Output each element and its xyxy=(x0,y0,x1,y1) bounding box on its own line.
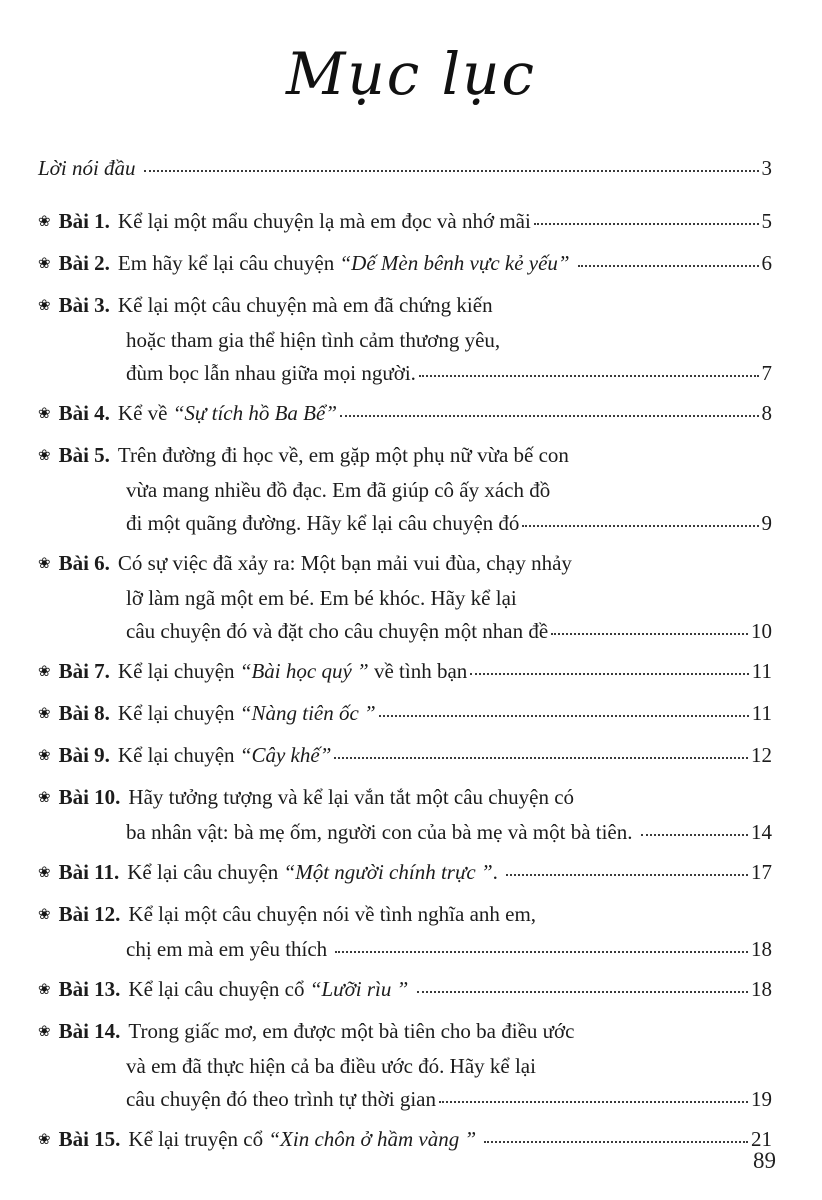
entry-text: và em đã thực hiện cả ba điều ước đó. Hãy kể lại xyxy=(126,1054,536,1078)
dot-leader xyxy=(534,223,759,225)
entry-text: Kể lại chuyện “Nàng tiên ốc ” xyxy=(117,701,376,725)
dot-leader xyxy=(335,951,748,953)
dot-leader xyxy=(439,1101,748,1103)
dot-leader xyxy=(340,415,758,417)
entry-page-number: 9 xyxy=(761,511,772,535)
entry-text: chị em mà em yêu thích xyxy=(126,937,333,961)
toc-line xyxy=(38,933,772,966)
entry-page-number: 18 xyxy=(751,937,772,961)
entry-page-number: 18 xyxy=(751,977,772,1001)
entry-number: Bài 8. xyxy=(58,701,110,725)
toc-line xyxy=(38,856,772,891)
flower-icon: ❀ xyxy=(38,1022,51,1040)
toc-line xyxy=(38,697,772,732)
toc-line xyxy=(38,357,772,390)
entry-number: Bài 11. xyxy=(58,860,120,884)
entry-number: Bài 3. xyxy=(58,293,110,317)
entry-page-number: 11 xyxy=(751,659,772,683)
toc-entry xyxy=(38,1015,772,1116)
toc-entry xyxy=(38,898,772,966)
toc-entry xyxy=(38,973,772,1008)
flower-icon: ❀ xyxy=(38,980,51,998)
entry-text: Kể lại truyện cổ “Xin chôn ở hầm vàng ” xyxy=(128,1127,477,1151)
flower-icon: ❀ xyxy=(38,212,51,230)
toc-line xyxy=(38,439,772,474)
entry-text: Kể lại một câu chuyện nói về tình nghĩa anh em, xyxy=(128,902,537,926)
entry-text: vừa mang nhiều đồ đạc. Em đã giúp cô ấy xách đồ xyxy=(126,478,551,502)
dot-leader xyxy=(551,633,748,635)
toc-entry xyxy=(38,289,772,390)
entry-text: Kể lại câu chuyện “Một người chính trực ”. xyxy=(127,860,504,884)
toc-line xyxy=(38,781,772,816)
entry-text: Kể lại một câu chuyện mà em đã chứng kiến xyxy=(117,293,493,317)
entry-number: Bài 15. xyxy=(58,1127,121,1151)
dot-leader xyxy=(379,715,749,717)
dot-leader xyxy=(417,991,748,993)
entry-page-number: 10 xyxy=(751,619,772,643)
dot-leader xyxy=(144,170,759,172)
toc-line xyxy=(38,973,772,1008)
entry-page-number: 8 xyxy=(761,401,772,425)
toc-line xyxy=(38,898,772,933)
toc-line xyxy=(38,615,772,648)
toc-entry xyxy=(38,739,772,774)
flower-icon: ❀ xyxy=(38,704,51,722)
flower-icon: ❀ xyxy=(38,1130,51,1148)
toc-entry xyxy=(38,547,772,648)
entry-page-number: 6 xyxy=(761,251,772,275)
entry-page-number: 17 xyxy=(751,860,772,884)
dot-leader xyxy=(419,375,759,377)
entry-page-number: 14 xyxy=(751,820,772,844)
entry-text: lỡ làm ngã một em bé. Em bé khóc. Hãy kể lại xyxy=(126,586,517,610)
entry-text: câu chuyện đó và đặt cho câu chuyện một nhan đề xyxy=(126,619,549,643)
entry-text: Kể về “Sự tích hồ Ba Bể” xyxy=(117,401,338,425)
flower-icon: ❀ xyxy=(38,863,51,881)
entry-page-number: 7 xyxy=(761,361,772,385)
entry-page-number: 12 xyxy=(751,743,772,767)
flower-icon: ❀ xyxy=(38,404,51,422)
entry-text: Có sự việc đã xảy ra: Một bạn mải vui đùa, chạy nhảy xyxy=(117,551,572,575)
toc-entry-intro xyxy=(38,152,772,185)
entry-text: Hãy tưởng tượng và kể lại vắn tắt một câu chuyện có xyxy=(128,785,575,809)
entry-text: Kể lại chuyện “Bài học quý ” về tình bạn xyxy=(117,659,468,683)
toc-entry xyxy=(38,397,772,432)
entry-page-number: 21 xyxy=(751,1127,772,1151)
entry-text: hoặc tham gia thể hiện tình cảm thương yêu, xyxy=(126,328,501,352)
flower-icon: ❀ xyxy=(38,296,51,314)
dot-leader xyxy=(334,757,748,759)
toc-line xyxy=(38,1015,772,1050)
flower-icon: ❀ xyxy=(38,662,51,680)
entry-number: Bài 13. xyxy=(58,977,121,1001)
entry-number: Bài 2. xyxy=(58,251,110,275)
entry-number: Bài 10. xyxy=(58,785,121,809)
entry-text: Lời nói đầu xyxy=(38,156,136,180)
entry-page-number: 19 xyxy=(751,1087,772,1111)
toc-entry xyxy=(38,697,772,732)
toc-entry xyxy=(38,781,772,849)
entry-number: Bài 5. xyxy=(58,443,110,467)
toc-entry xyxy=(38,655,772,690)
toc-line xyxy=(38,582,772,615)
toc-line xyxy=(38,247,772,282)
toc-entry xyxy=(38,247,772,282)
flower-icon: ❀ xyxy=(38,254,51,272)
dot-leader xyxy=(641,834,748,836)
entry-number: Bài 9. xyxy=(58,743,110,767)
entry-page-number: 11 xyxy=(751,701,772,725)
entry-text: Trên đường đi học về, em gặp một phụ nữ vừa bế con xyxy=(117,443,569,467)
toc-line xyxy=(38,507,772,540)
table-of-contents xyxy=(0,152,822,1158)
toc-line xyxy=(38,547,772,582)
entry-number: Bài 6. xyxy=(58,551,110,575)
toc-entry xyxy=(38,856,772,891)
toc-entry xyxy=(38,205,772,240)
toc-line xyxy=(38,324,772,357)
entry-page-number: 5 xyxy=(761,209,772,233)
dot-leader xyxy=(470,673,748,675)
entry-number: Bài 4. xyxy=(58,401,110,425)
toc-line xyxy=(38,739,772,774)
dot-leader xyxy=(578,265,759,267)
entry-text: ba nhân vật: bà mẹ ốm, người con của bà mẹ và một bà tiên. xyxy=(126,820,638,844)
entry-number: Bài 12. xyxy=(58,902,121,926)
entry-number: Bài 14. xyxy=(58,1019,121,1043)
toc-line xyxy=(38,205,772,240)
flower-icon: ❀ xyxy=(38,554,51,572)
toc-line xyxy=(38,655,772,690)
entry-number: Bài 7. xyxy=(58,659,110,683)
entry-page-number: 3 xyxy=(761,156,772,180)
toc-line xyxy=(38,1083,772,1116)
entry-text: Trong giấc mơ, em được một bà tiên cho ba điều ước xyxy=(128,1019,575,1043)
entry-text: đi một quãng đường. Hãy kể lại câu chuyện đó xyxy=(126,511,520,535)
toc-line xyxy=(38,152,772,185)
entry-text: Kể lại một mẩu chuyện lạ mà em đọc và nhớ mãi xyxy=(117,209,531,233)
dot-leader xyxy=(522,525,758,527)
flower-icon: ❀ xyxy=(38,788,51,806)
toc-entry xyxy=(38,439,772,540)
toc-line xyxy=(38,1050,772,1083)
entry-text: đùm bọc lẫn nhau giữa mọi người. xyxy=(126,361,416,385)
dot-leader xyxy=(484,1141,748,1143)
entry-text: câu chuyện đó theo trình tự thời gian xyxy=(126,1087,436,1111)
toc-line xyxy=(38,397,772,432)
page-title: Mục lục xyxy=(285,40,537,108)
entry-number: Bài 1. xyxy=(58,209,110,233)
flower-icon: ❀ xyxy=(38,446,51,464)
entry-text: Kể lại câu chuyện cổ “Lưỡi rìu ” xyxy=(128,977,409,1001)
flower-icon: ❀ xyxy=(38,905,51,923)
dot-leader xyxy=(506,874,748,876)
toc-line xyxy=(38,816,772,849)
entry-text: Kể lại chuyện “Cây khế” xyxy=(117,743,332,767)
toc-entry xyxy=(38,1123,772,1158)
toc-line xyxy=(38,1123,772,1158)
toc-line xyxy=(38,289,772,324)
flower-icon: ❀ xyxy=(38,746,51,764)
entry-text: Em hãy kể lại câu chuyện “Dế Mèn bênh vực kẻ yếu” xyxy=(117,251,570,275)
toc-line xyxy=(38,474,772,507)
page-number: 89 xyxy=(753,1148,776,1173)
